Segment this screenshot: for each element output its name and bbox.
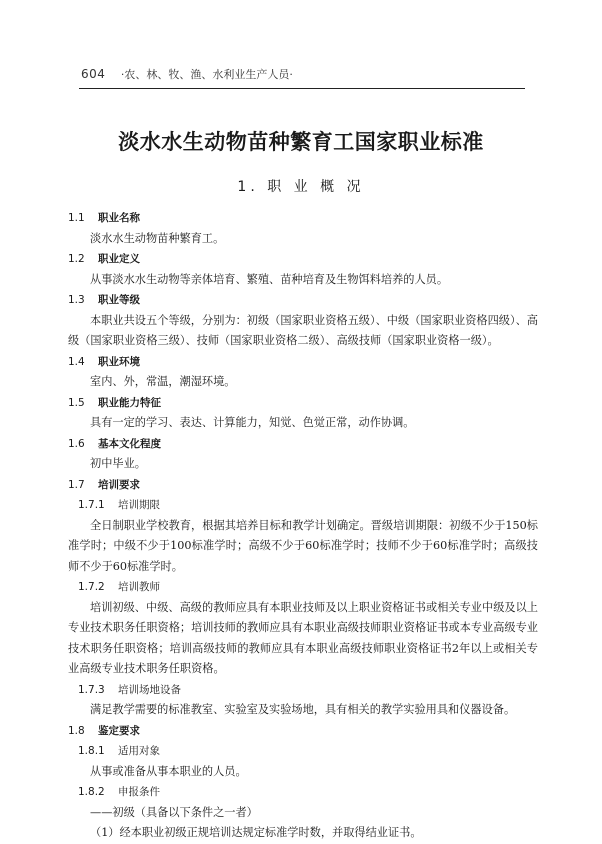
item-heading-text: 职业等级	[98, 294, 140, 306]
paragraph: 从事或准备从事本职业的人员。	[90, 764, 247, 778]
paragraph: ——初级（具备以下条件之一者）	[90, 805, 258, 819]
section-heading-item	[68, 249, 538, 270]
item-heading-text: 培训教师	[118, 581, 160, 593]
section-heading-item	[68, 393, 538, 414]
subsection-heading-item	[68, 680, 538, 701]
item-number: 1.2	[68, 253, 85, 265]
item-heading-text: 职业能力特征	[98, 396, 161, 409]
item-heading-text: 职业定义	[98, 253, 140, 265]
running-title: ·农、林、牧、渔、水利业生产人员·	[120, 68, 293, 81]
item-number: 1.1	[68, 212, 85, 224]
paragraph: 满足教学需要的标准教室、实验室及实验场地，具有相关的教学实验用具和仪器设备。	[90, 703, 516, 716]
paragraph: 初中毕业。	[90, 457, 146, 470]
subsection-heading-item	[68, 782, 538, 803]
item-heading-text: 职业名称	[98, 212, 140, 224]
paragraph: 培训初级、中级、高级的教师应具有本职业技师及以上职业资格证书或相关专业中级及以上专业技术职务任职资格；培训技师的教师应具有本职业高级技师职业资格证书或本专业高级专业技术职务任职资格；培训高级技师的教师应具有本职业高级技师职业资格证书2年以上或相关专业高级专业技术职务任职资格。	[68, 600, 538, 675]
page-number: 604	[81, 67, 106, 81]
section-heading-item	[68, 352, 538, 373]
item-number: 1.4	[68, 355, 85, 368]
document-title: 淡水水生动物苗种繁育工国家职业标准	[118, 130, 484, 154]
item-heading-text: 适用对象	[118, 745, 160, 757]
item-number: 1.7.3	[78, 683, 105, 696]
section-heading-item	[68, 475, 538, 496]
item-number: 1.7.1	[78, 499, 105, 511]
subsection-heading-item	[68, 741, 538, 762]
item-number: 1.7	[68, 478, 85, 491]
item-heading-text: 基本文化程度	[98, 437, 161, 450]
paragraph: （1）经本职业初级正规培训达规定标准学时数，并取得结业证书。	[90, 826, 422, 839]
item-number: 1.8	[68, 724, 85, 737]
section-heading-item	[68, 434, 538, 455]
subsection-heading-item	[68, 577, 538, 598]
document-body	[68, 208, 538, 844]
subsection-heading-item	[68, 495, 538, 516]
item-number: 1.8.2	[78, 786, 105, 798]
item-heading-text: 鉴定要求	[98, 724, 140, 737]
paragraph: 淡水水生动物苗种繁育工。	[90, 231, 225, 245]
item-number: 1.5	[68, 396, 85, 409]
item-heading-text: 申报条件	[118, 786, 160, 798]
section-heading-item	[68, 290, 538, 311]
paragraph: 全日制职业学校教育，根据其培养目标和教学计划确定。晋级培训期限：初级不少于150标准学时；中级不少于100标准学时；高级不少于60标准学时；技师不少于60标准学时；高级技师不少于60标准学时。	[68, 518, 538, 573]
header-rule	[79, 88, 525, 89]
item-heading-text: 培训要求	[98, 478, 140, 491]
item-heading-text: 培训场地设备	[118, 683, 181, 696]
section-heading-item	[68, 721, 538, 742]
item-heading-text: 职业环境	[98, 355, 140, 368]
item-number: 1.3	[68, 294, 85, 306]
paragraph: 具有一定的学习、表达、计算能力，知觉、色觉正常，动作协调。	[90, 416, 415, 429]
section-heading-item	[68, 208, 538, 229]
paragraph: 从事淡水水生动物等亲体培育、繁殖、苗种培育及生物饵料培养的人员。	[90, 272, 449, 286]
section-heading: 1. 职 业 概 况	[237, 179, 365, 195]
item-number: 1.7.2	[78, 581, 105, 593]
item-number: 1.8.1	[78, 745, 105, 757]
item-heading-text: 培训期限	[118, 499, 160, 511]
item-number: 1.6	[68, 437, 85, 450]
running-header	[81, 66, 521, 82]
paragraph: 室内、外，常温，潮湿环境。	[90, 375, 236, 388]
paragraph: 本职业共设五个等级，分别为：初级（国家职业资格五级）、中级（国家职业资格四级）、高级（国家职业资格三级）、技师（国家职业资格二级）、高级技师（国家职业资格一级）。	[68, 313, 538, 347]
